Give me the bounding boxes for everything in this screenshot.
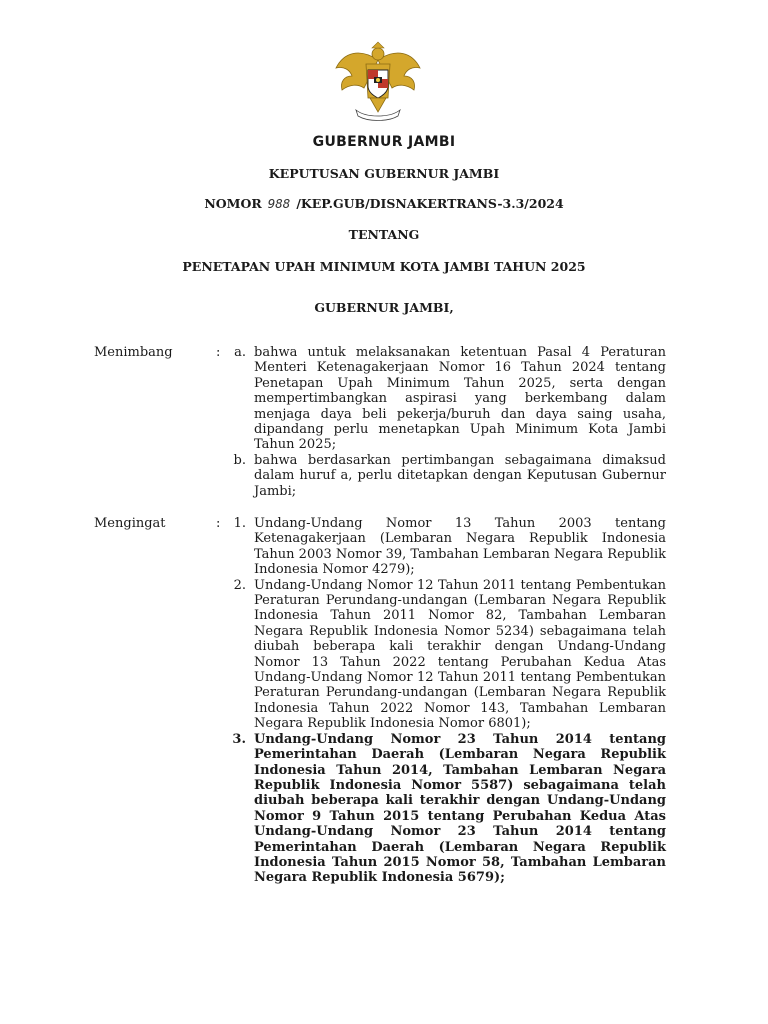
list-item (222, 732, 666, 886)
item-marker: 1. (233, 516, 246, 531)
item-text: Undang-Undang Nomor 23 Tahun 2014 tentang Pemerintahan Daerah (Lembaran Negara Republik Indonesia Tahun 2014, Tambahan Lembaran Negara Republik Indonesia Nomor 5587) sebagaimana telah diubah beberapa kali terakhir dengan Undang-Undang Nomor 9 Tahun 2015 tentang Perubahan Kedua Atas Undang-Undang Nomor 23 Tahun 2014 tentang Pemerintahan Daerah (Lembaran Negara Republik Indonesia Tahun 2015 Nomor 58, Tambahan Lembaran Negara Republik Indonesia 5679); (254, 731, 666, 886)
item-marker: a. (234, 345, 246, 360)
governor-heading: GUBERNUR JAMBI (312, 134, 456, 150)
menimbang-colon: : (216, 345, 221, 360)
menimbang-list (222, 345, 666, 499)
signatory-heading: GUBERNUR JAMBI, (314, 300, 454, 315)
mengingat-list (222, 516, 666, 886)
about-heading: TENTANG (348, 227, 420, 242)
decree-number-line (0, 196, 768, 211)
mengingat-colon: : (216, 516, 221, 531)
item-text: Undang-Undang Nomor 12 Tahun 2011 tentang Pembentukan Peraturan Perundang-undangan (Lembaran Negara Republik Indonesia Tahun 2011 Nomor 82, Tambahan Lembaran Negara Republik Indonesia Nomor 5234) sebagaimana telah diubah beberapa kali terakhir dengan Undang-Undang Nomor 13 Tahun 2022 tentang Perubahan Kedua Atas Undang-Undang Nomor 12 Tahun 2011 tentang Pembentukan Peraturan Perundang-undangan (Lembaran Negara Republik Indonesia Tahun 2022 Nomor 143, Tambahan Lembaran Negara Republik Indonesia Nomor 6801); (254, 577, 666, 732)
list-item (222, 516, 666, 578)
handwritten-number: 988 (267, 196, 291, 211)
number-suffix: /KEP.GUB/DISNAKERTRANS-3.3/2024 (296, 196, 564, 211)
item-marker: 2. (233, 577, 246, 593)
item-text: Undang-Undang Nomor 13 Tahun 2003 tentang Ketenagakerjaan (Lembaran Negara Republik Indonesia Tahun 2003 Nomor 39, Tambahan Lembaran Negara Republik Indonesia Nomor 4279); (254, 516, 666, 578)
garuda-emblem-icon (330, 40, 426, 124)
list-item (222, 453, 666, 499)
decree-subject: PENETAPAN UPAH MINIMUM KOTA JAMBI TAHUN 2025 (182, 259, 586, 274)
list-item (222, 578, 666, 732)
number-prefix: NOMOR (204, 196, 262, 211)
list-item (222, 345, 666, 453)
item-text: bahwa berdasarkan pertimbangan sebagaimana dimaksud dalam huruf a, perlu ditetapkan dengan Keputusan Gubernur Jambi; (254, 452, 666, 499)
item-text: bahwa untuk melaksanakan ketentuan Pasal 4 Peraturan Menteri Ketenagakerjaan Nomor 16 Tahun 2024 tentang Penetapan Upah Minimum Tahun 2025, serta dengan mempertimbangkan aspirasi yang berkembang dalam menjaga daya beli pekerja/buruh dan daya saing usaha, dipandang perlu menetapkan Upah Minimum Kota Jambi Tahun 2025; (254, 345, 666, 453)
item-marker: b. (233, 452, 246, 468)
item-marker: 3. (232, 731, 246, 747)
menimbang-label: Menimbang (94, 345, 173, 360)
mengingat-label: Mengingat (94, 516, 166, 531)
decree-title: KEPUTUSAN GUBERNUR JAMBI (268, 166, 500, 181)
